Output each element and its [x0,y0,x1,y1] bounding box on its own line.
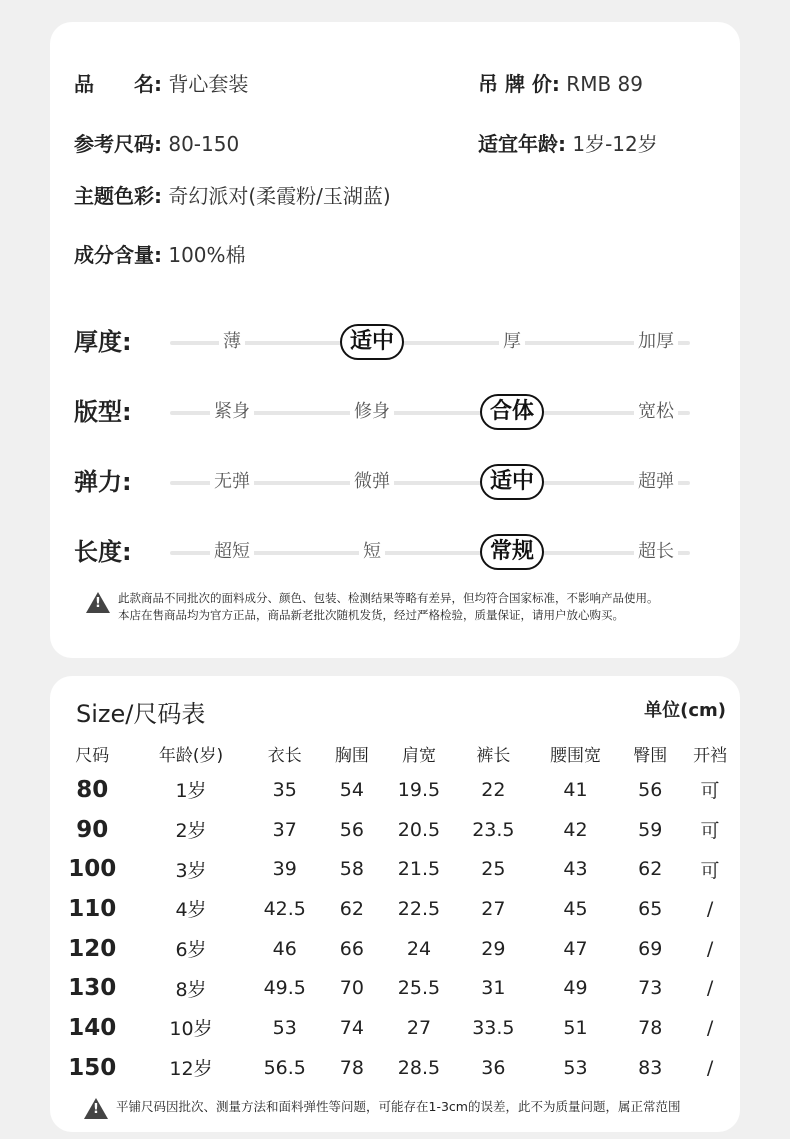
column-header: 腰围宽 [549,745,601,766]
table-cell: 70 [339,977,364,1000]
attribute-option [616,398,696,426]
attribute-option [192,328,272,356]
attribute-option-selected [332,324,412,360]
table-cell: 4岁 [175,899,207,922]
attribute-option-label: 适中 [340,324,404,360]
table-cell: 54 [339,778,364,801]
size-range-row [74,132,239,156]
table-cell: 59 [638,818,663,841]
table-cell: 3岁 [175,859,207,882]
size-range-label: 参考尺码: [74,132,162,156]
size-chart-card [50,676,740,1132]
column-header: 尺码 [75,745,110,766]
attribute-label: 版型: [74,398,132,426]
price-value: RMB 89 [566,72,643,96]
table-cell: 12岁 [169,1058,213,1081]
attribute-option-selected [472,534,552,570]
table-cell: 8岁 [175,978,207,1001]
size-cell: 140 [68,1014,117,1041]
table-cell: 42.5 [263,897,306,920]
table-cell: 56 [638,778,663,801]
table-cell: 41 [563,778,588,801]
name-label: 品 名: [74,72,162,96]
attribute-row [74,392,724,432]
table-cell: 73 [638,977,663,1000]
table-cell: 46 [272,937,297,960]
attribute-option [616,468,696,496]
table-cell: 56 [339,818,364,841]
table-cell: 36 [481,1056,506,1079]
attribute-option-label: 微弹 [350,468,394,496]
table-cell: / [706,897,714,920]
table-row [50,1008,740,1048]
table-cell: 21.5 [397,858,441,881]
batch-notice [86,590,726,624]
table-cell: 83 [638,1056,663,1079]
table-cell: 31 [481,977,506,1000]
table-cell: 78 [339,1056,364,1079]
name-value: 背心套装 [168,72,249,96]
material-label: 成分含量: [74,243,162,267]
age-label: 适宜年龄: [478,132,566,156]
size-cell: 120 [68,935,117,962]
attribute-option-label: 宽松 [634,398,678,426]
table-cell: 24 [406,937,432,960]
table-cell: 37 [272,818,297,841]
table-cell: 69 [638,937,663,960]
attribute-option-label: 合体 [480,394,544,430]
table-row [50,770,740,810]
table-cell: 可 [700,780,720,803]
size-cell: 150 [68,1054,117,1081]
table-header-row [50,736,740,770]
attribute-label: 弹力: [74,468,132,496]
attribute-label: 厚度: [74,328,132,356]
attribute-option [616,328,696,356]
attribute-option [192,398,272,426]
table-cell: 49.5 [263,977,306,1000]
table-cell: / [706,937,714,960]
table-row [50,849,740,889]
product-info-card [50,22,740,658]
table-cell: 6岁 [175,939,207,962]
unit-label: 单位(cm) [644,700,726,721]
attribute-option-label: 加厚 [634,328,678,356]
table-cell: 19.5 [397,778,441,801]
attribute-row [74,532,724,572]
table-cell: 74 [339,1016,364,1039]
notice-line-1: 此款商品不同批次的面料成分、颜色、包装、检测结果等略有差异，但均符合国家标准，不影响产品使用。 [118,591,659,605]
attribute-option [192,468,272,496]
table-cell: 62 [339,897,364,920]
attribute-option-label: 适中 [480,464,544,500]
table-cell: 58 [339,858,364,881]
price-label: 吊 牌 价: [478,72,560,96]
table-row [50,1048,740,1088]
table-cell: 53 [563,1056,588,1079]
attribute-option-label: 无弹 [210,468,254,496]
attribute-option-label: 短 [359,538,385,566]
table-cell: 23.5 [472,818,515,841]
table-cell: / [706,977,714,1000]
attribute-option [472,328,552,356]
attribute-option-label: 超长 [634,538,678,566]
table-cell: 78 [638,1016,663,1039]
table-cell: 56.5 [263,1056,306,1079]
column-header: 开裆 [693,745,728,766]
table-cell: 53 [272,1016,297,1039]
attribute-option [332,468,412,496]
table-cell: 22.5 [397,897,441,920]
table-cell: 42 [563,818,588,841]
warning-icon [86,592,110,613]
table-cell: 2岁 [175,820,207,843]
attribute-option-selected [472,464,552,500]
attribute-row [74,462,724,502]
table-cell: 可 [700,820,720,843]
size-cell: 110 [68,895,117,922]
price-row [478,72,643,96]
notice-line-2: 本店在售商品均为官方正品，商品新老批次随机发货，经过严格检验，质量保证，请用户放心购买。 [118,608,624,622]
table-row [50,968,740,1008]
color-row [74,184,391,208]
table-cell: 20.5 [397,818,441,841]
attribute-option-label: 修身 [350,398,394,426]
column-header: 臀围 [633,745,668,766]
size-cell: 90 [76,816,109,843]
column-header: 年龄(岁) [158,745,224,766]
table-cell: 49 [563,977,588,1000]
table-cell: 47 [563,937,588,960]
table-cell: 22 [481,778,506,801]
table-cell: 43 [563,858,588,881]
table-cell: / [706,1056,714,1079]
table-row [50,889,740,929]
attribute-option-label: 超短 [210,538,254,566]
material-value: 100%棉 [168,243,246,267]
column-header: 肩宽 [401,745,436,766]
table-cell: 10岁 [169,1018,213,1041]
table-row [50,810,740,850]
attribute-label: 长度: [74,538,132,566]
table-cell: 66 [339,937,364,960]
name-row [74,72,248,96]
table-cell: 62 [638,858,663,881]
size-cell: 100 [68,856,117,883]
attribute-option-label: 薄 [219,328,245,356]
table-cell: 35 [272,778,297,801]
age-row [478,132,658,156]
table-cell: 25.5 [397,977,441,1000]
column-header: 裤长 [476,745,511,766]
age-value: 1岁-12岁 [572,132,658,156]
table-cell: 27 [406,1016,432,1039]
column-header: 胸围 [334,745,369,766]
measurement-notice-text: 平铺尺码因批次、测量方法和面料弹性等问题，可能存在1-3cm的误差，此不为质量问题，属正常范围 [116,1099,681,1114]
material-row [74,243,246,267]
size-cell: 80 [76,776,109,803]
measurement-notice [84,1098,724,1116]
table-cell: 25 [481,858,506,881]
size-table [50,736,740,1088]
table-cell: 1岁 [175,780,207,803]
column-header: 衣长 [267,745,302,766]
table-cell: 33.5 [472,1016,515,1039]
attribute-option-label: 厚 [499,328,525,356]
table-cell: 28.5 [397,1056,441,1079]
color-value: 奇幻派对(柔霞粉/玉湖蓝) [168,184,391,208]
table-cell: 51 [563,1016,588,1039]
table-cell: 可 [700,859,720,882]
attribute-option [192,538,272,566]
attribute-option-label: 紧身 [210,398,254,426]
table-cell: 65 [638,897,663,920]
table-cell: 45 [563,897,588,920]
size-cell: 130 [68,975,117,1002]
attribute-option [332,538,412,566]
attribute-option [332,398,412,426]
table-cell: 29 [481,937,506,960]
table-body [50,770,740,1088]
table-row [50,929,740,969]
table-cell: / [706,1016,714,1039]
warning-icon [84,1098,108,1119]
attribute-option-label: 常规 [480,534,544,570]
attribute-option-label: 超弹 [634,468,678,496]
table-cell: 27 [481,897,506,920]
attribute-row [74,322,724,362]
color-label: 主题色彩: [74,184,162,208]
table-cell: 39 [272,858,297,881]
size-chart-title: Size/尺码表 [76,700,206,728]
attribute-option [616,538,696,566]
size-range-value: 80-150 [168,132,240,156]
attribute-option-selected [472,394,552,430]
